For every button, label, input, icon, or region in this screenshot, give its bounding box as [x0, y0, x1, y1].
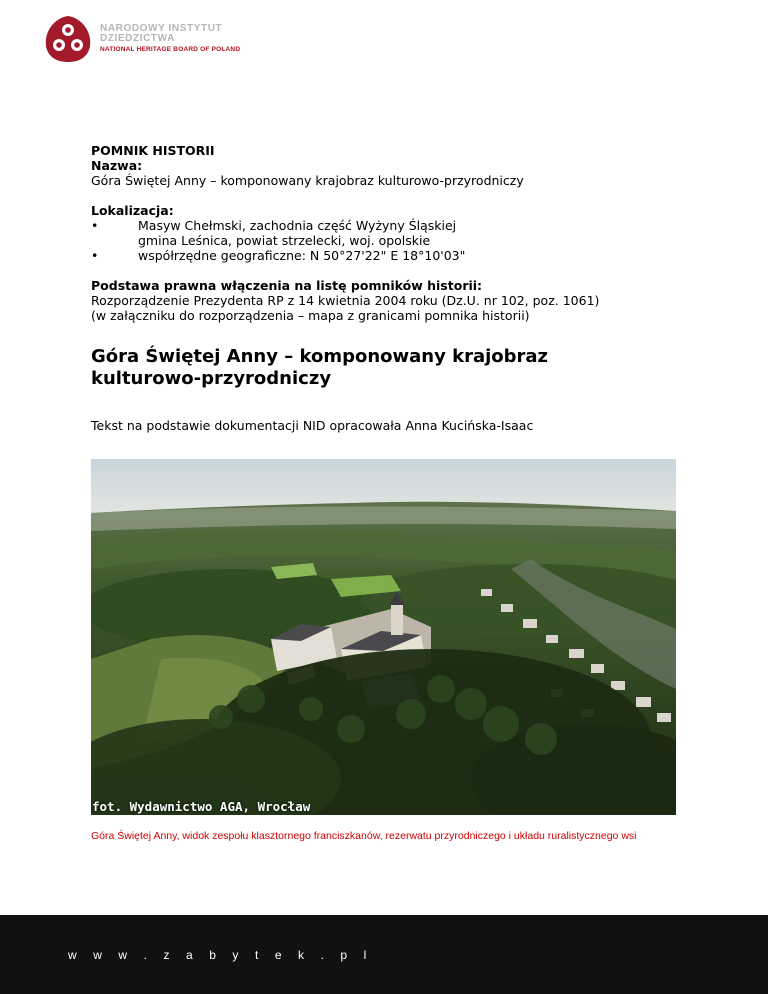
org-name-line-2: DZIEDZICTWA: [100, 33, 175, 44]
name-label: Nazwa:: [91, 158, 143, 173]
location-label: Lokalizacja:: [91, 203, 174, 218]
org-name: [100, 24, 240, 55]
name-value: Góra Świętej Anny – komponowany krajobraz kulturowo-przyrodniczy: [91, 173, 524, 188]
website-url: w w w . z a b y t e k . p l: [68, 948, 373, 962]
bullet: •: [91, 248, 99, 263]
location-line: gmina Leśnica, powiat strzelecki, woj. opolskie: [138, 233, 431, 248]
bullet: •: [91, 218, 99, 233]
location-item: [91, 218, 691, 233]
photo-caption: Góra Świętej Anny, widok zespołu klasztornego franciszkanów, rezerwatu przyrodniczego i układu ruralistycznego wsi: [91, 830, 637, 842]
article-title: Góra Świętej Anny – komponowany krajobraz kulturowo-przyrodniczy: [91, 346, 549, 389]
aerial-photo: [91, 459, 676, 815]
coordinates: współrzędne geograficzne: N 50°27'22" E 18°10'03": [138, 248, 466, 263]
legal-basis-label: Podstawa prawna włączenia na listę pomników historii:: [91, 278, 483, 293]
photo-credit: fot. Wydawnictwo AGA, Wrocław: [92, 799, 311, 814]
legal-basis-line: (w załączniku do rozporządzenia – mapa z granicami pomnika historii): [91, 308, 530, 323]
monument-metadata: [91, 143, 691, 323]
author-line: Tekst na podstawie dokumentacji NID opracowała Anna Kucińska-Isaac: [91, 418, 534, 433]
location-line: Masyw Chełmski, zachodnia część Wyżyny Śląskiej: [138, 218, 457, 233]
legal-basis-line: Rozporządzenie Prezydenta RP z 14 kwietnia 2004 roku (Dz.U. nr 102, poz. 1061): [91, 293, 600, 308]
logo-icon: [42, 14, 94, 64]
location-item: [91, 248, 691, 263]
org-name-english: NATIONAL HERITAGE BOARD OF POLAND: [100, 46, 241, 53]
footer-bar: [0, 915, 768, 994]
section-title: POMNIK HISTORII: [91, 143, 215, 158]
org-name-line-1: NARODOWY INSTYTUT: [100, 23, 223, 34]
